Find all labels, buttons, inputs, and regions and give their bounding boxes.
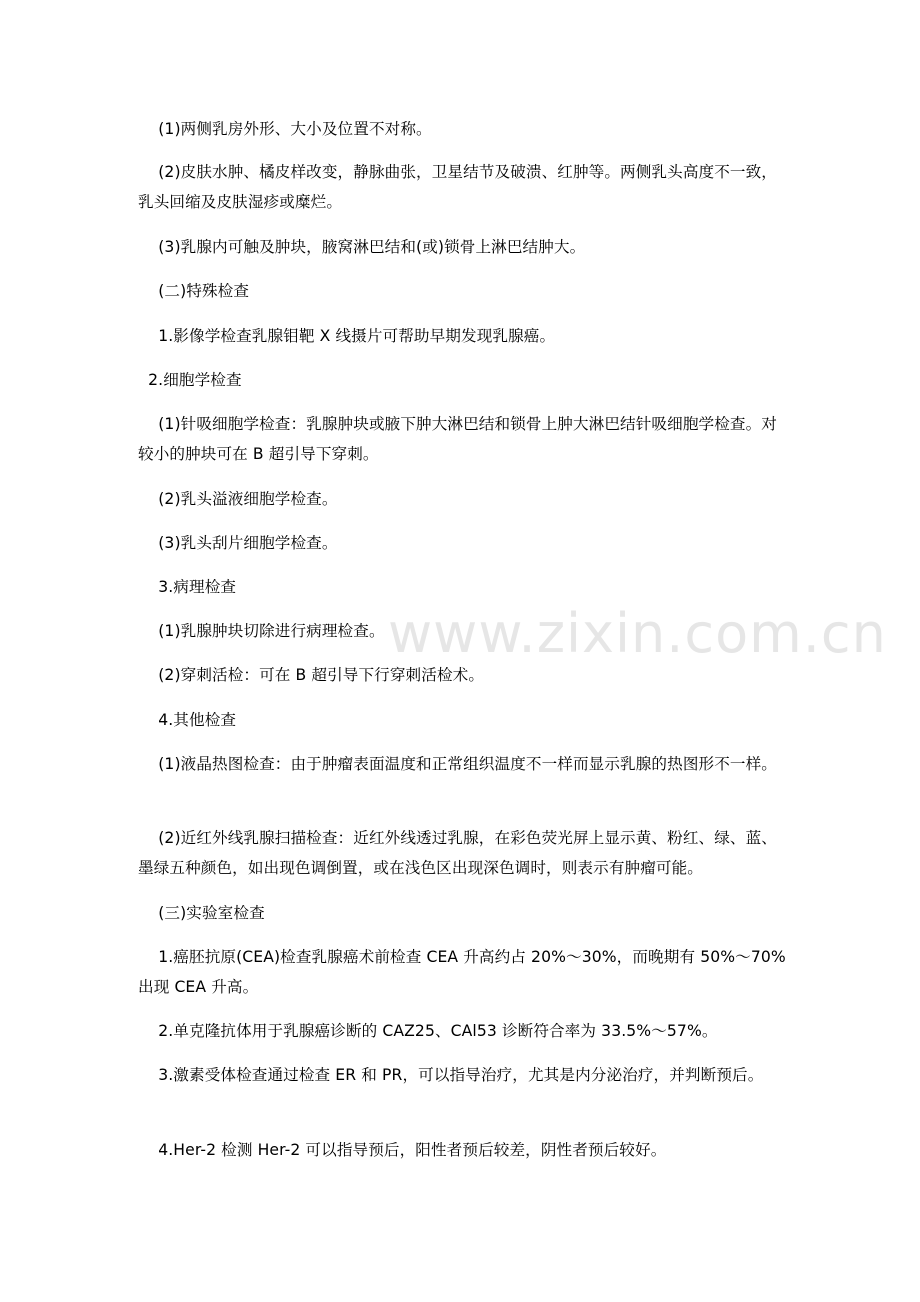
paragraph-her2: 4.Her-2 检测 Her-2 可以指导预后，阳性者预后较差，阴性者预后较好。: [138, 1141, 667, 1159]
paragraph-asymmetry: (1)两侧乳房外形、大小及位置不对称。: [138, 120, 432, 138]
paragraph-hormone-receptor: 3.激素受体检查通过检查 ER 和 PR，可以指导治疗，尤其是内分泌治疗，并判断预后。: [138, 1066, 764, 1084]
paragraph-excision: (1)乳腺肿块切除进行病理检查。: [138, 622, 385, 640]
paragraph-infrared-scan: (2)近红外线乳腺扫描检查：近红外线透过乳腺，在彩色荧光屏上显示黄、粉红、绿、蓝、墨绿五种颜色，如出现色调倒置，或在浅色区出现深色调时，则表示有肿瘤可能。: [138, 829, 777, 877]
paragraph-imaging: 1.影像学检查乳腺钼靶 X 线摄片可帮助早期发现乳腺癌。: [138, 327, 556, 345]
heading-lab-exams: (三)实验室检查: [138, 904, 265, 922]
heading-special-exams: (二)特殊检查: [138, 282, 250, 300]
heading-other-exams: 4.其他检查: [138, 711, 237, 729]
paragraph-biopsy: (2)穿刺活检：可在 B 超引导下行穿刺活检术。: [138, 666, 485, 684]
paragraph-monoclonal: 2.单克隆抗体用于乳腺癌诊断的 CAZ25、CAl53 诊断符合率为 33.5%～57%。: [138, 1022, 718, 1040]
heading-pathology: 3.病理检查: [138, 578, 237, 596]
watermark: www.zixin.com.cn: [388, 602, 887, 665]
heading-cytology: 2.细胞学检查: [138, 371, 242, 389]
paragraph-cea: 1.癌胚抗原(CEA)检查乳腺癌术前检查 CEA 升高约占 20%～30%，而晚期有 50%～70%出现 CEA 升高。: [138, 948, 786, 996]
paragraph-nipple-scraping: (3)乳头刮片细胞学检查。: [138, 534, 338, 552]
paragraph-fine-needle: (1)针吸细胞学检查：乳腺肿块或腋下肿大淋巴结和锁骨上肿大淋巴结针吸细胞学检查。对较小的肿块可在 B 超引导下穿刺。: [138, 415, 777, 463]
paragraph-skin-changes: (2)皮肤水肿、橘皮样改变，静脉曲张，卫星结节及破溃、红肿等。两侧乳头高度不一致，乳头回缩及皮肤湿疹或糜烂。: [138, 163, 777, 211]
paragraph-palpable-mass: (3)乳腺内可触及肿块，腋窝淋巴结和(或)锁骨上淋巴结肿大。: [138, 238, 586, 256]
paragraph-nipple-discharge: (2)乳头溢液细胞学检查。: [138, 490, 338, 508]
paragraph-thermography: (1)液晶热图检查：由于肿瘤表面温度和正常组织温度不一样而显示乳腺的热图形不一样。: [138, 755, 777, 773]
